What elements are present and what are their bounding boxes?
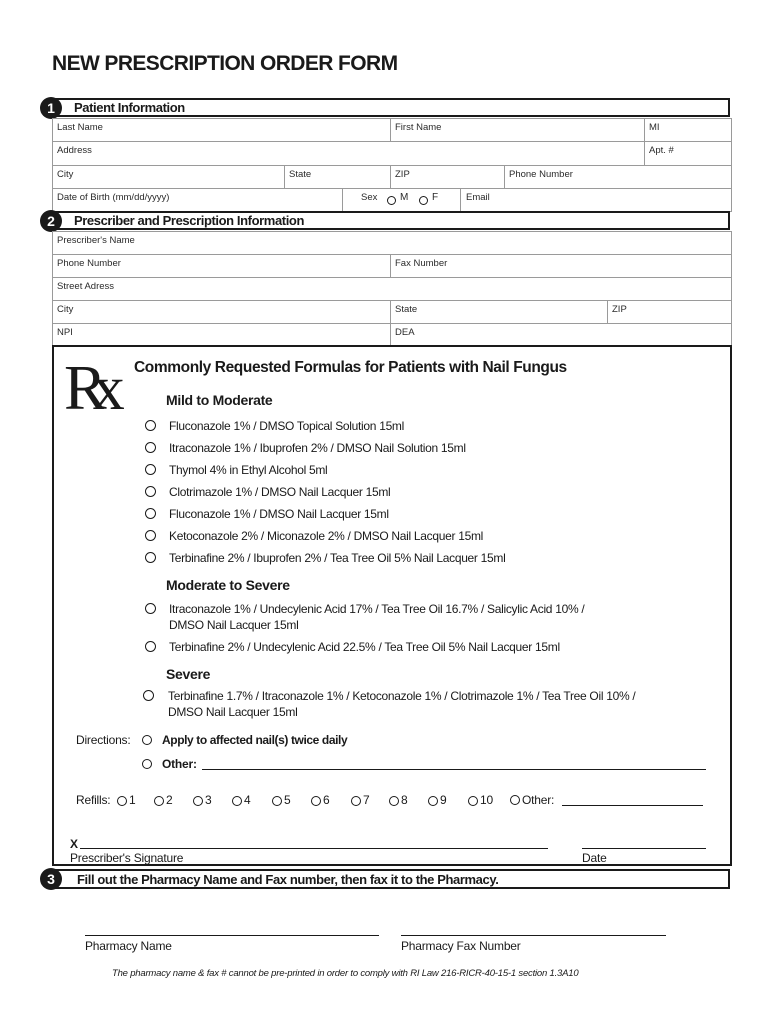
formula-option: Clotrimazole 1% / DMSO Nail Lacquer 15ml xyxy=(169,485,391,499)
formula-option-line2: DMSO Nail Lacquer 15ml xyxy=(168,705,298,719)
prescriber-name-field[interactable] xyxy=(52,231,732,255)
address-label: Address xyxy=(57,145,92,156)
email-field[interactable] xyxy=(460,188,732,212)
directions-twice-daily-label: Apply to affected nail(s) twice daily xyxy=(162,733,348,747)
directions-other-line[interactable] xyxy=(202,769,706,770)
city-label: City xyxy=(57,169,74,180)
refill-label: 4 xyxy=(244,793,251,807)
prescriber-zip-field[interactable] xyxy=(607,300,732,324)
refill-label: 1 xyxy=(129,793,136,807)
formula-radio[interactable] xyxy=(145,530,156,541)
refill-radio[interactable] xyxy=(389,796,399,806)
apt-field[interactable] xyxy=(644,141,732,166)
zip-label: ZIP xyxy=(395,169,410,180)
refill-label: 3 xyxy=(205,793,212,807)
date-label: Date xyxy=(582,851,607,865)
last-name-label: Last Name xyxy=(57,122,103,133)
signature-label: Prescriber's Signature xyxy=(70,851,184,865)
refill-radio[interactable] xyxy=(154,796,164,806)
prescriber-phone-label: Phone Number xyxy=(57,258,121,269)
refills-other-line[interactable] xyxy=(562,805,703,806)
formula-radio[interactable] xyxy=(145,603,156,614)
refill-label: 2 xyxy=(166,793,173,807)
refill-label: 6 xyxy=(323,793,330,807)
signature-x: X xyxy=(70,837,78,851)
formula-radio[interactable] xyxy=(145,641,156,652)
refill-radio[interactable] xyxy=(117,796,127,806)
pharmacy-name-label: Pharmacy Name xyxy=(85,939,172,953)
sex-f-label: F xyxy=(432,192,439,203)
patient-phone-label: Phone Number xyxy=(509,169,573,180)
section-3-title: Fill out the Pharmacy Name and Fax number, then fax it to the Pharmacy. xyxy=(77,872,499,887)
refills-other-label: Other: xyxy=(522,793,555,807)
refill-label: 10 xyxy=(480,793,493,807)
formula-radio[interactable] xyxy=(145,552,156,563)
refill-radio[interactable] xyxy=(193,796,203,806)
address-field[interactable] xyxy=(52,141,645,166)
formula-option: Thymol 4% in Ethyl Alcohol 5ml xyxy=(169,463,328,477)
prescriber-name-label: Prescriber's Name xyxy=(57,235,135,246)
formula-option: Itraconazole 1% / Ibuprofen 2% / DMSO Nail Solution 15ml xyxy=(169,441,466,455)
prescriber-zip-label: ZIP xyxy=(612,304,627,315)
state-label: State xyxy=(289,169,312,180)
date-line[interactable] xyxy=(582,848,706,849)
pharmacy-fax-line[interactable] xyxy=(401,935,666,936)
refill-label: 5 xyxy=(284,793,291,807)
section-2-number: 2 xyxy=(40,210,62,232)
prescription-box-top xyxy=(52,345,732,347)
prescriber-city-field[interactable] xyxy=(52,300,391,324)
mi-field[interactable] xyxy=(644,118,732,142)
page-title: NEW PRESCRIPTION ORDER FORM xyxy=(52,52,398,75)
formula-option: Ketoconazole 2% / Miconazole 2% / DMSO Nail Lacquer 15ml xyxy=(169,529,484,543)
apt-label: Apt. # xyxy=(649,145,674,156)
dea-field[interactable] xyxy=(390,323,732,347)
formula-option-line2: DMSO Nail Lacquer 15ml xyxy=(169,618,299,632)
directions-twice-daily-radio[interactable] xyxy=(142,735,152,745)
directions-label: Directions: xyxy=(76,733,131,747)
state-field[interactable] xyxy=(284,165,391,189)
group-moderate-heading: Moderate to Severe xyxy=(166,577,290,593)
refill-radio[interactable] xyxy=(232,796,242,806)
patient-phone-field[interactable] xyxy=(504,165,732,189)
prescriber-state-label: State xyxy=(395,304,418,315)
rx-heading: Commonly Requested Formulas for Patients with Nail Fungus xyxy=(134,359,567,376)
refills-other-radio[interactable] xyxy=(510,795,520,805)
sex-label: Sex xyxy=(361,192,378,203)
refill-label: 8 xyxy=(401,793,408,807)
refills-options xyxy=(117,793,517,809)
signature-line[interactable] xyxy=(80,848,548,849)
first-name-field[interactable] xyxy=(390,118,645,142)
refill-radio[interactable] xyxy=(311,796,321,806)
fax-field[interactable] xyxy=(390,254,732,278)
formula-radio[interactable] xyxy=(145,508,156,519)
sex-m-radio[interactable] xyxy=(387,196,396,205)
formula-option: Terbinafine 2% / Ibuprofen 2% / Tea Tree Oil 5% Nail Lacquer 15ml xyxy=(169,551,506,565)
pharmacy-fax-label: Pharmacy Fax Number xyxy=(401,939,521,953)
group-severe-heading: Severe xyxy=(166,666,211,682)
prescriber-city-label: City xyxy=(57,304,74,315)
prescriber-phone-field[interactable] xyxy=(52,254,391,278)
section-3-number: 3 xyxy=(40,868,62,890)
formula-radio[interactable] xyxy=(145,442,156,453)
formula-option-line1: Terbinafine 1.7% / Itraconazole 1% / Ketoconazole 1% / Clotrimazole 1% / Tea Tree Oil 10% / xyxy=(168,689,636,703)
refills-label: Refills: xyxy=(76,793,111,807)
dea-label: DEA xyxy=(395,327,415,338)
formula-option: Terbinafine 2% / Undecylenic Acid 22.5% / Tea Tree Oil 5% Nail Lacquer 15ml xyxy=(169,640,560,654)
city-field[interactable] xyxy=(52,165,285,189)
street-label: Street Adress xyxy=(57,281,115,292)
refill-radio[interactable] xyxy=(468,796,478,806)
street-field[interactable] xyxy=(52,277,732,301)
formula-radio[interactable] xyxy=(145,486,156,497)
first-name-label: First Name xyxy=(395,122,442,133)
sex-field xyxy=(342,188,461,212)
npi-label: NPI xyxy=(57,327,73,338)
directions-other-radio[interactable] xyxy=(142,759,152,769)
pharmacy-name-line[interactable] xyxy=(85,935,379,936)
mi-label: MI xyxy=(649,122,660,133)
rx-symbol: Rx xyxy=(64,352,111,423)
refill-label: 9 xyxy=(440,793,447,807)
dob-label: Date of Birth (mm/dd/yyyy) xyxy=(57,192,170,203)
last-name-field[interactable] xyxy=(52,118,391,142)
sex-m-label: M xyxy=(400,192,409,203)
section-1-title: Patient Information xyxy=(74,100,185,115)
npi-field[interactable] xyxy=(52,323,391,347)
section-2-title: Prescriber and Prescription Information xyxy=(74,213,305,228)
formula-radio[interactable] xyxy=(143,690,154,701)
zip-field[interactable] xyxy=(390,165,505,189)
formula-option: Fluconazole 1% / DMSO Topical Solution 15ml xyxy=(169,419,404,433)
footnote: The pharmacy name & fax # cannot be pre-printed in order to comply with RI Law 216-RICR-40-15-1 section 1.3A10 xyxy=(112,968,579,979)
formula-radio[interactable] xyxy=(145,420,156,431)
refill-radio[interactable] xyxy=(351,796,361,806)
email-label: Email xyxy=(466,192,490,203)
refill-radio[interactable] xyxy=(272,796,282,806)
refill-radio[interactable] xyxy=(428,796,438,806)
section-1-number: 1 xyxy=(40,97,62,119)
fax-label: Fax Number xyxy=(395,258,448,269)
prescriber-state-field[interactable] xyxy=(390,300,608,324)
formula-radio[interactable] xyxy=(145,464,156,475)
dob-field[interactable] xyxy=(52,188,343,212)
sex-f-radio[interactable] xyxy=(419,196,428,205)
refill-label: 7 xyxy=(363,793,370,807)
formula-option: Fluconazole 1% / DMSO Nail Lacquer 15ml xyxy=(169,507,389,521)
directions-other-label: Other: xyxy=(162,757,197,771)
formula-option-line1: Itraconazole 1% / Undecylenic Acid 17% / Tea Tree Oil 16.7% / Salicylic Acid 10% / xyxy=(169,602,585,616)
group-mild-heading: Mild to Moderate xyxy=(166,392,273,408)
